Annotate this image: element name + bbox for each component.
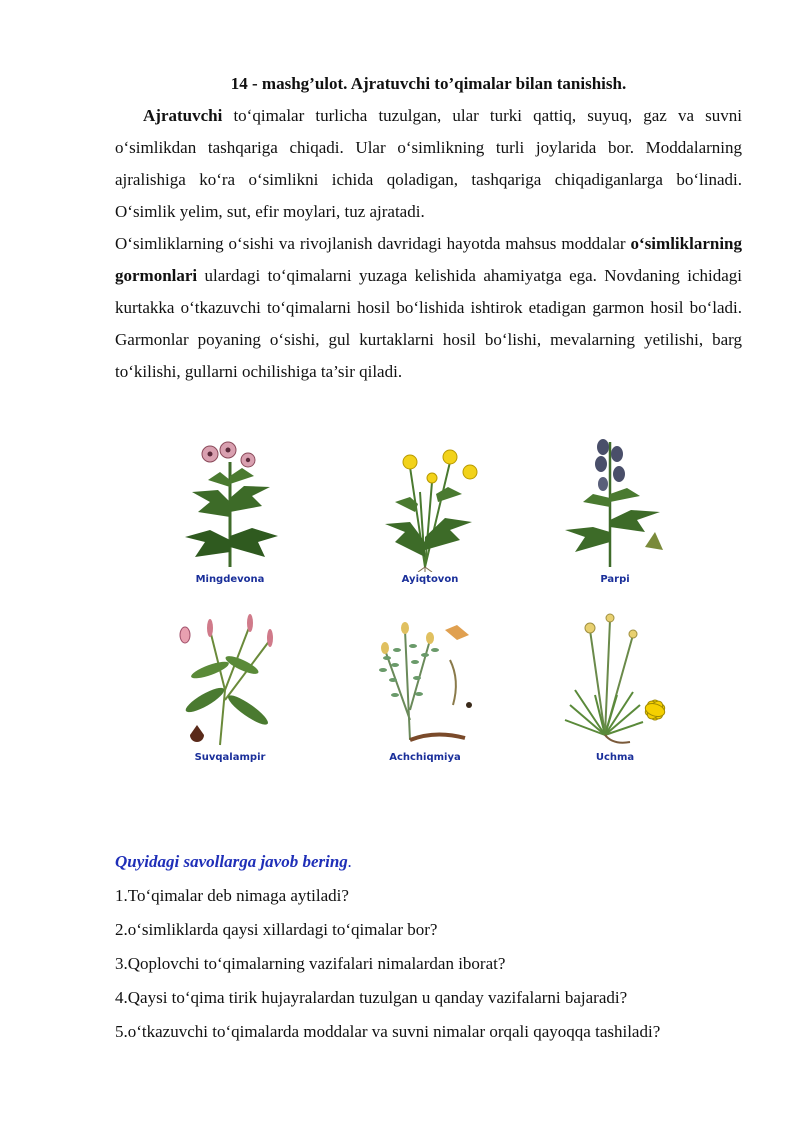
caption-parpi: Parpi: [600, 574, 630, 585]
caption-achchiqmiya: Achchiqmiya: [389, 752, 461, 763]
document-body: [115, 68, 742, 388]
term-ajratuvchi: Ajratuvchi: [143, 106, 223, 125]
paragraph-intro: [115, 100, 742, 228]
plant-figure-ayiqtovon: [360, 432, 500, 602]
questions-heading: [115, 845, 755, 879]
henbane-plant-icon: [170, 432, 290, 572]
paragraph-hormones: [115, 228, 742, 388]
buttercup-plant-icon: [370, 432, 490, 572]
plant-figure-uchma: [545, 610, 685, 780]
plant-illustrations: [150, 432, 710, 777]
caption-suvqalampir: Suvqalampir: [194, 752, 266, 763]
questions-heading-punct: .: [347, 852, 353, 871]
questions-heading-text: Quyidagi savollarga javob bering: [115, 852, 348, 871]
plant-figure-achchiqmiya: [355, 610, 495, 780]
question-item: 4.Qaysi to‘qima tirik hujayralardan tuzulgan u qanday vazifalarni bajaradi?: [115, 988, 628, 1007]
question-item: 3.Qoplovchi to‘qimalarning vazifalari nimalardan iborat?: [115, 954, 506, 973]
question-item: 1.To‘qimalar deb nimaga aytiladi?: [115, 886, 349, 905]
sophora-plant-icon: [365, 610, 485, 750]
caption-mingdevona: Mingdevona: [195, 574, 265, 585]
plant-figure-suvqalampir: [160, 610, 300, 780]
term-hormones: o‘simliklarning gormonlari: [115, 234, 742, 285]
pasqueflower-plant-icon: [555, 610, 675, 750]
water-pepper-plant-icon: [170, 610, 290, 750]
paragraph-hormones-text-before: O‘simliklarning o‘sishi va rivojlanish davridagi hayotda mahsus moddalar: [115, 234, 631, 253]
plant-figure-parpi: [545, 432, 685, 602]
caption-uchma: Uchma: [595, 752, 635, 763]
page-title: 14 - mashg’ulot. Ajratuvchi to’qimalar bilan tanishish.: [230, 74, 627, 93]
questions-section: [115, 845, 755, 1049]
question-item: 2.o‘simliklarda qaysi xillardagi to‘qimalar bor?: [115, 920, 438, 939]
paragraph-intro-text: to‘qimalar turlicha tuzulgan, ular turki qattiq, suyuq, gaz va suvni o‘simlikdan tashqariga chiqadi. Ular o‘simlikning turli joylarida bor. Moddalarning ajralishiga ko‘ra o‘simlikni ichida qoladigan, tashqariga chiqadiganlarga bo‘linadi. O‘simlik yelim, sut, efir moylari, tuz ajratadi.: [115, 106, 742, 221]
paragraph-hormones-text-after: ulardagi to‘qimalarni yuzaga kelishida ahamiyatga ega. Novdaning ichidagi kurtakka o‘tkazuvchi to‘qimalarni hosil bo‘lishida ishtirok etadigan garmon hosil bo‘ladi. Garmonlar poyaning o‘sishi, gul kurtaklarni hosil bo‘lishi, mevalarning yetilishi, barg to‘kilishi, gullarni ochilishiga ta’sir qiladi.: [115, 266, 742, 381]
question-item: 5.o‘tkazuvchi to‘qimalarda moddalar va suvni nimalar orqali qayoqqa tashiladi?: [115, 1022, 661, 1041]
aconite-plant-icon: [555, 432, 675, 572]
plant-figure-mingdevona: [160, 432, 300, 602]
caption-ayiqtovon: Ayiqtovon: [401, 574, 459, 585]
